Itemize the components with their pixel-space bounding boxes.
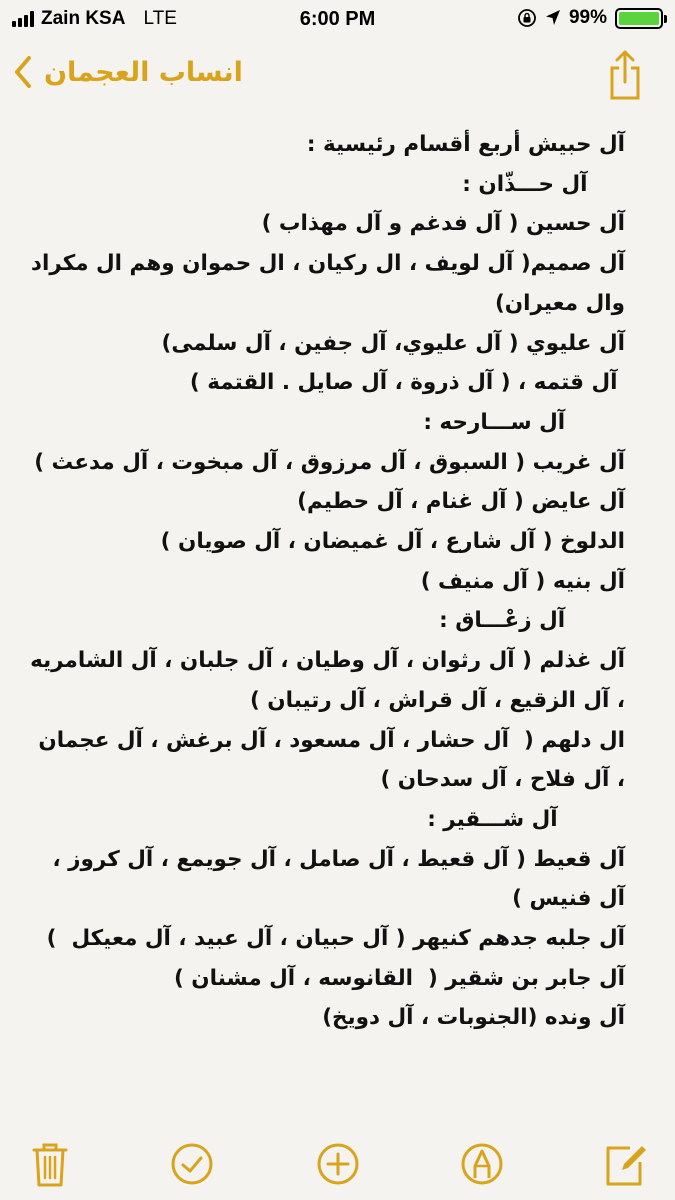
note-line: ال دلهم ( آل حشار ، آل مسعود ، آل برغش ، آل عجمان ، آل فلاح ، آل سدحان )	[30, 727, 625, 793]
network-type: LTE	[143, 8, 177, 29]
note-line: آل ونده (الجنوبات ، آل دويخ)	[322, 1005, 625, 1031]
note-line: آل جابر بن شقير ( القانوسه ، آل مشنان )	[173, 965, 625, 991]
status-right	[517, 7, 663, 29]
location-icon	[545, 9, 561, 27]
share-button[interactable]	[605, 48, 645, 106]
add-icon	[316, 1140, 360, 1188]
carrier-name: Zain KSA	[41, 8, 126, 29]
note-line: الدلوخ ( آل شارع ، آل غميضان ، آل صويان )	[160, 529, 625, 555]
navigation-bar	[0, 44, 675, 114]
add-button[interactable]	[316, 1140, 360, 1188]
markup-icon	[460, 1140, 504, 1188]
note-line: آل حبيش أربع أقسام رئيسية :	[306, 132, 625, 157]
trash-icon	[30, 1140, 70, 1188]
back-button[interactable]	[14, 56, 243, 88]
delete-button[interactable]	[30, 1140, 70, 1188]
note-line: آل صميم( آل لويف ، ال ركيان ، ال حموان وهم ال مكراد وال معيران)	[23, 251, 625, 316]
note-line: آل عايض ( آل غنام ، آل حطيم)	[297, 489, 625, 515]
note-line: آل عليوي ( آل عليوي، آل جفين ، آل سلمى)	[161, 330, 625, 356]
battery-fill	[619, 12, 659, 25]
back-label: انساب العجمان	[44, 56, 243, 88]
rotation-lock-icon	[517, 8, 537, 28]
share-icon	[605, 48, 645, 102]
battery-percent: 99%	[568, 7, 607, 28]
note-line: آل غذلم ( آل رثوان ، آل وطيان ، آل جلبان ، آل الشامريه ، آل الزقيع ، آل قراش ، آل رتيبان )	[22, 648, 625, 713]
status-time: 6:00 PM	[299, 8, 376, 30]
compose-button[interactable]	[604, 1140, 648, 1188]
note-line: آل غريب ( السبوق ، آل مرزوق ، آل مبخوت ، آل مدعث )	[34, 449, 625, 475]
note-line: آل قعيط ( آل قعيط ، آل صامل ، آل جويمع ، آل كروز ، آل فنيس )	[44, 846, 625, 912]
markup-button[interactable]	[460, 1140, 504, 1188]
chevron-left-icon	[14, 56, 32, 88]
checklist-button[interactable]	[170, 1140, 214, 1188]
note-line: آل شـــقير :	[427, 806, 625, 832]
battery-icon	[615, 8, 663, 29]
note-line: آل حسين ( آل فدغم و آل مهذاب )	[261, 211, 625, 237]
note-line: آل بنيه ( آل منيف )	[420, 568, 625, 594]
note-line: آل زعْـــاق :	[439, 608, 625, 634]
note-body[interactable]	[22, 125, 625, 1038]
note-line: آل ســـارحه :	[423, 409, 625, 435]
battery-nub	[664, 15, 667, 23]
bottom-toolbar	[0, 1136, 675, 1200]
note-line: آل حـــذّان :	[462, 171, 625, 197]
checklist-icon	[170, 1140, 214, 1188]
note-line: آل قتمه ، ( آل ذروة ، آل صايل . القتمة )	[189, 370, 625, 396]
compose-icon	[604, 1140, 648, 1188]
status-bar	[0, 0, 675, 40]
note-line: آل جلبه جدهم كنيهر ( آل حبيان ، آل عبيد ، آل معيكل )	[46, 926, 625, 952]
